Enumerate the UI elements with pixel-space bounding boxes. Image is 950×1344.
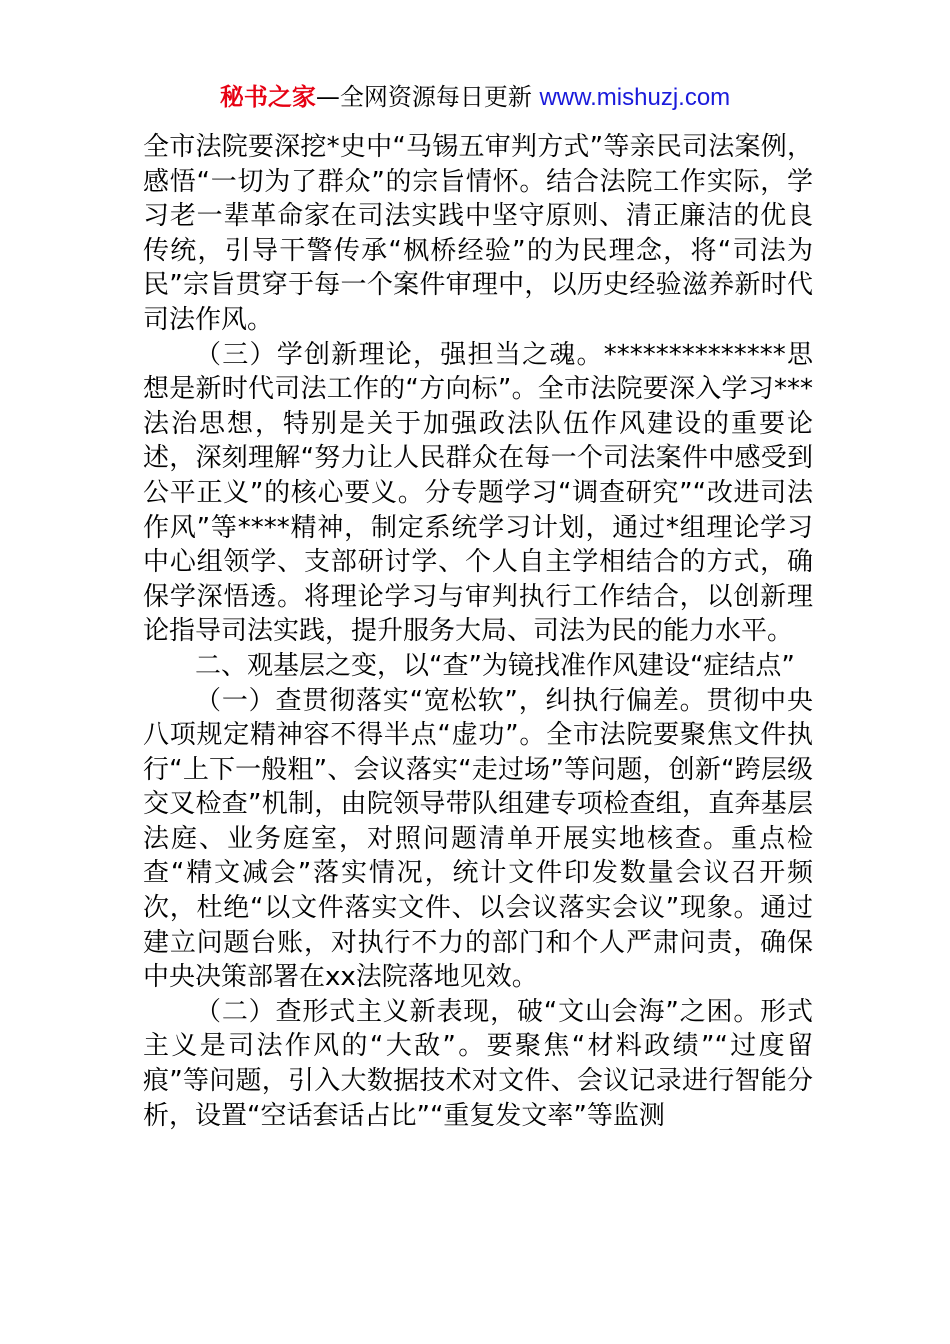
header-tagline: 全网资源每日更新 xyxy=(339,83,532,111)
paragraph-subsection-two: （二）查形式主义新表现，破“文山会海”之困。形式主义是司法作风的“大敌”。要聚焦“材料政绩”“过度留痕”等问题，引入大数据技术对文件、会议记录进行智能分析，设置“空话套话占比”“重复发文率”等监测 xyxy=(143,996,813,1131)
page-header xyxy=(0,80,950,115)
document-body xyxy=(143,130,813,1133)
section-heading-two: 二、观基层之变，以“查”为镜找准作风建设“症结点” xyxy=(195,650,795,681)
header-separator: — xyxy=(315,83,340,111)
paragraph-continuation: 全市法院要深挖*史中“马锡五审判方式”等亲民司法案例，感悟“一切为了群众”的宗旨情怀。结合法院工作实际，学习老一辈革命家在司法实践中坚守原则、清正廉洁的优良传统，引导干警传承“枫桥经验”的为民理念，将“司法为民”宗旨贯穿于每一个案件审理中，以历史经验滋养新时代司法作风。 xyxy=(143,132,813,335)
brand-name: 秘书之家 xyxy=(219,83,316,111)
paragraph-subsection-one: （一）查贯彻落实“宽松软”，纠执行偏差。贯彻中央八项规定精神容不得半点“虚功”。全市法院要聚焦文件执行“上下一般粗”、会议落实“走过场”等问题，创新“跨层级交叉检查”机制，由院领导带队组建专项检查组，直奔基层法庭、业务庭室，对照问题清单开展实地核查。重点检查“精文减会”落实情况，统计文件印发数量会议召开频次，杜绝“以文件落实文件、以会议落实会议”现象。通过建立问题台账，对执行不力的部门和个人严肃问责，确保中央决策部署在xx法院落地见效。 xyxy=(143,685,813,993)
paragraph-section-three: （三）学创新理论，强担当之魂。**************思想是新时代司法工作的“方向标”。全市法院要深入学习***法治思想，特别是关于加强政法队伍作风建设的重要论述，深刻理解“努力让人民群众在每一个司法案件中感受到公平正义”的核心要义。分专题学习“调查研究”“改进司法作风”等****精神，制定系统学习计划，通过*组理论学习中心组领学、支部研讨学、个人自主学相结合的方式，确保学深悟透。将理论学习与审判执行工作结合，以创新理论指导司法实践，提升服务大局、司法为民的能力水平。 xyxy=(143,339,813,647)
header-url-link[interactable]: www.mishuzj.com xyxy=(539,84,731,111)
